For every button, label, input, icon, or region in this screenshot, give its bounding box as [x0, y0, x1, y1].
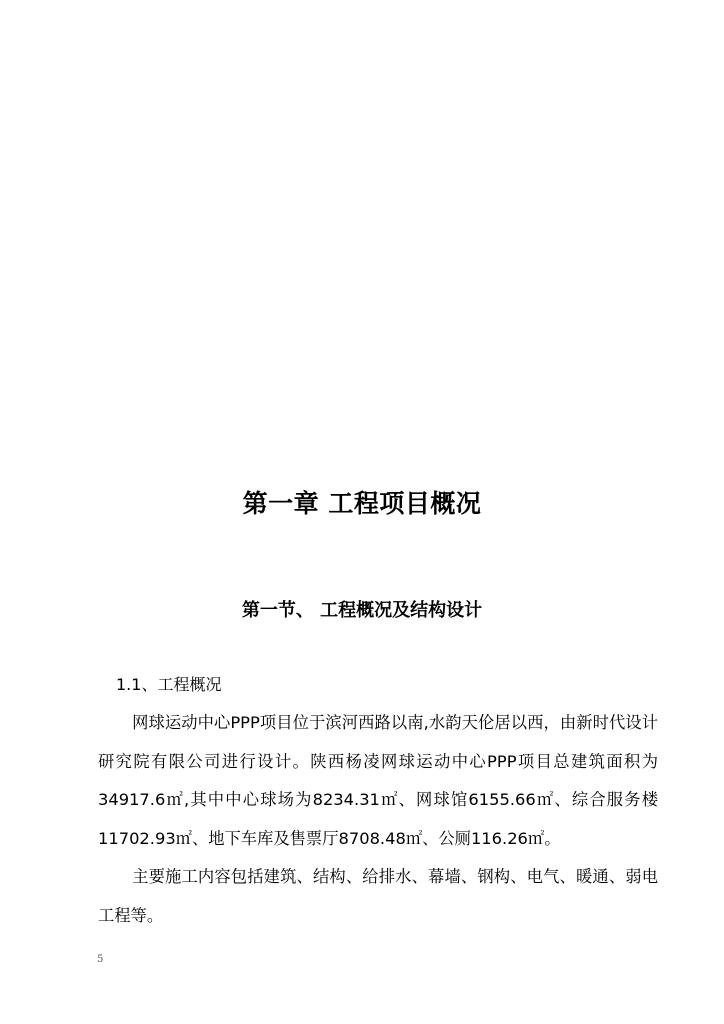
- paragraph-construction-scope: [98, 858, 658, 935]
- paragraph-text: 网球运动中心PPP项目位于滨河西路以南,水韵天伦居以西，由新时代设计研究院有限公司进行设计。陕西杨凌网球运动中心PPP项目总建筑面积为34917.6㎡,其中中心球场为8234.31㎡、网球馆6155.66㎡、综合服务楼11702.93㎡、地下车库及售票厅8708.48㎡、公厕116.26㎡。: [98, 713, 658, 848]
- paragraph-text: 主要施工内容包括建筑、结构、给排水、幕墙、钢构、电气、暖通、弱电工程等。: [98, 867, 658, 925]
- page-number: 5: [97, 954, 104, 965]
- paragraph-project-overview: [98, 704, 658, 858]
- section-title: 第一节、 工程概况及结构设计: [241, 600, 483, 621]
- subsection-title: 1.1、工程概况: [116, 675, 222, 694]
- chapter-title: 第一章 工程项目概况: [242, 489, 482, 518]
